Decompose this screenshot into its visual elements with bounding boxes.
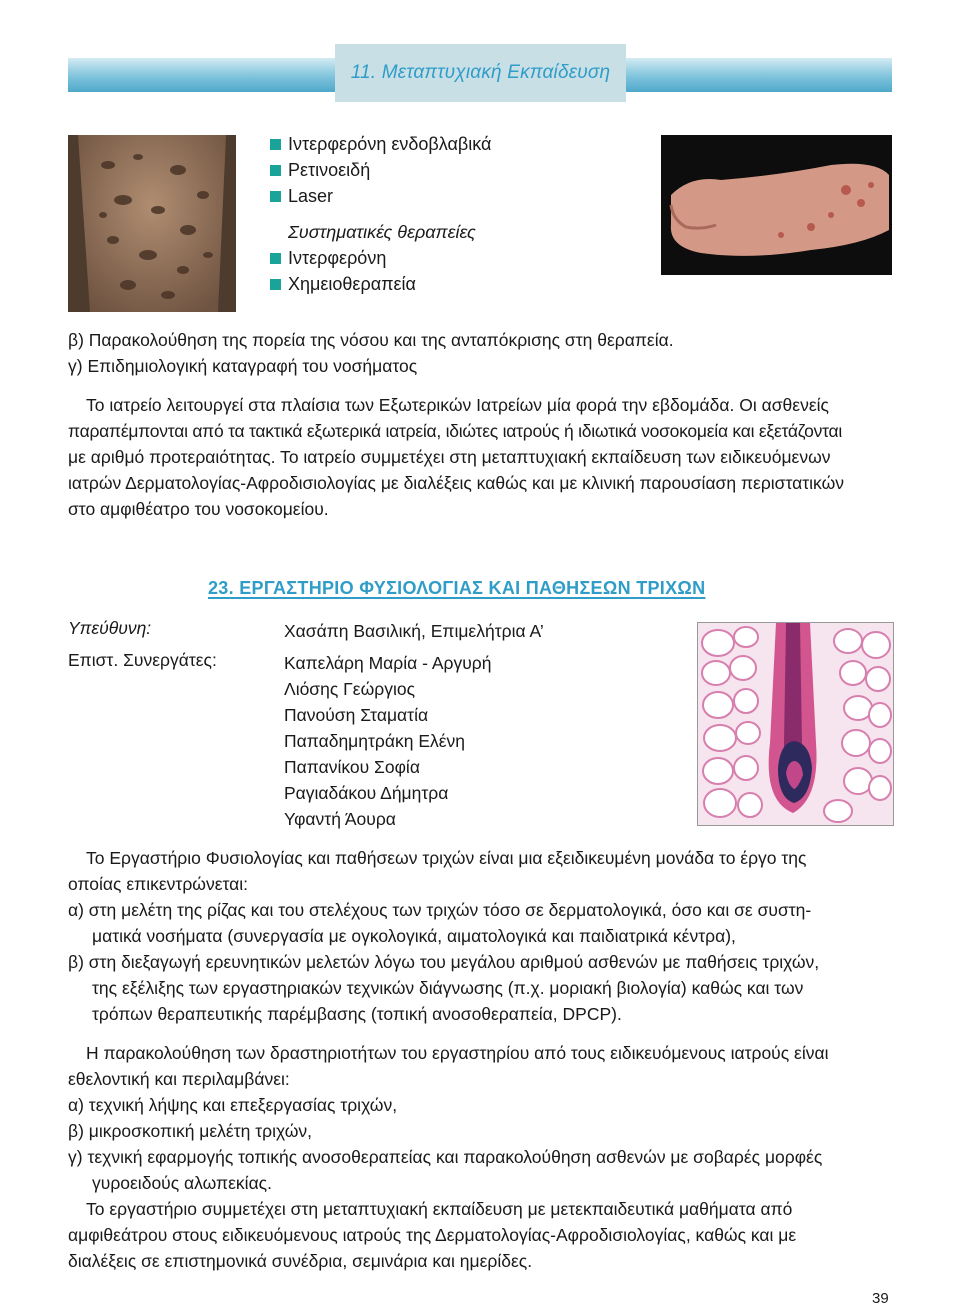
bullet-square-icon bbox=[270, 253, 281, 264]
list-item: Χημειοθεραπεία bbox=[270, 271, 491, 297]
followup-paragraph: Η παρακολούθηση των δραστηριοτήτων του εργαστηρίου από τους ειδικευόμενους ιατρούς είναι εθελοντική και περιλαμβάνει: α) τεχνική λήψης και επεξεργασίας τριχών, β) μικροσκοπική μελέτη τριχών, γ) τεχνική εφαρμογής τοπικής ανοσοθεραπείας και παρακολούθηση ασθενών με σοβαρές μορφές γυροειδούς αλωπεκίας. Το εργαστήριο συμμετέχει στη μεταπτυχιακή εκπαίδευση με μετεκπαιδευτικά μαθήματα από αμφιθεάτρου στους ειδικευόμενους ιατρούς της Δερματολογίας-Αφροδισιολογίας, καθώς και με διαλέξεις σε επιστημονικά συνέδρια, σεμινάρια και ημερίδες. bbox=[68, 1043, 829, 1271]
list-item: Λιόσης Γεώργιος bbox=[284, 679, 416, 699]
list-item: Παπανίκου Σοφία bbox=[284, 757, 420, 777]
chapter-title: 11. Μεταπτυχιακή Εκπαίδευση bbox=[350, 62, 611, 83]
header-tab bbox=[335, 44, 626, 102]
list-item: Καπελάρη Μαρία - Αργυρή bbox=[284, 653, 492, 673]
list-item: Παπαδημητράκη Ελένη bbox=[284, 731, 466, 751]
bullet-square-icon bbox=[270, 279, 281, 290]
systemic-therapies-heading: Συστηματικές θεραπείες bbox=[288, 222, 476, 242]
responsible-label: Υπεύθυνη: bbox=[68, 618, 152, 638]
treatment-list bbox=[270, 131, 491, 297]
collaborators-label: Επιστ. Συνεργάτες: bbox=[68, 650, 217, 670]
hair-follicle-histology-photo bbox=[697, 622, 894, 826]
list-item: Laser bbox=[270, 183, 491, 209]
page-number: 39 bbox=[872, 1290, 889, 1307]
followup-c: γ) Επιδημιολογική καταγραφή του νοσήματος bbox=[68, 356, 418, 376]
bullet-square-icon bbox=[270, 191, 281, 202]
list-item: Ιντερφερόνη bbox=[270, 245, 491, 271]
bullet-square-icon bbox=[270, 139, 281, 150]
clinic-paragraph: Το ιατρείο λειτουργεί στα πλαίσια των Εξωτερικών Ιατρείων μία φορά την εβδομάδα. Οι ασθενείς παραπέμπονται από τα τακτικά εξωτερικά ιατρεία, ιδιώτες ιατρούς ή ιδιωτικά νοσοκομεία και εξετάζονται με αριθμό προτεραιότητας. Το ιατρείο συμμετέχει στη μεταπτυχιακή εκπαίδευση των ειδικευόμενων ιατρών Δερματολογίας-Αφροδισιολογίας με διαλέξεις καθώς και με κλινική παρουσίαση περιστατικών στο αμφιθέατρο του νοσοκομείου. bbox=[68, 395, 845, 519]
list-item: Ραγιαδάκου Δήμητρα bbox=[284, 783, 449, 803]
list-item: Ιντερφερόνη ενδοβλαβικά bbox=[270, 131, 491, 157]
followup-b: β) Παρακολούθηση της πορεία της νόσου και της ανταπόκρισης στη θεραπεία. bbox=[68, 330, 674, 350]
responsible-name: Χασάπη Βασιλική, Επιμελήτρια Α’ bbox=[284, 621, 544, 641]
list-item: Υφαντή Άουρα bbox=[284, 809, 396, 829]
lab-paragraph: Το Εργαστήριο Φυσιολογίας και παθήσεων τριχών είναι μια εξειδικευμένη μονάδα το έργο της οποίας επικεντρώνεται: α) στη μελέτη της ρίζας και του στελέχους των τριχών τόσο σε δερματολογικά, όσο και σε συστη- ματικά νοσήματα (συνεργασία με ογκολογικά, αιματολογικά και παιδιατρικά κέντρα), β) στη διεξαγωγή ερευνητικών μελετών λόγω του μεγάλου αριθμού ασθενών με παθήσεις τριχών, της εξέλιξης των εργαστηριακών τεχνικών διάγνωσης (π.χ. μοριακή βιολογία) καθώς και των τρόπων θεραπευτικής παρέμβασης (τοπική ανοσοθεραπεία, DPCP). bbox=[68, 848, 820, 1024]
collaborators-list bbox=[284, 650, 491, 832]
leg-skin-lesions-photo bbox=[68, 135, 236, 312]
section-title: 23. ΕΡΓΑΣΤΗΡΙΟ ΦΥΣΙΟΛΟΓΙΑΣ ΚΑΙ ΠΑΘΗΣΕΩΝ ΤΡΙΧΩΝ bbox=[208, 578, 706, 598]
foot-skin-lesions-photo bbox=[661, 135, 892, 275]
bullet-square-icon bbox=[270, 165, 281, 176]
list-item: Πανούση Σταματία bbox=[284, 705, 429, 725]
list-item: Ρετινοειδή bbox=[270, 157, 491, 183]
